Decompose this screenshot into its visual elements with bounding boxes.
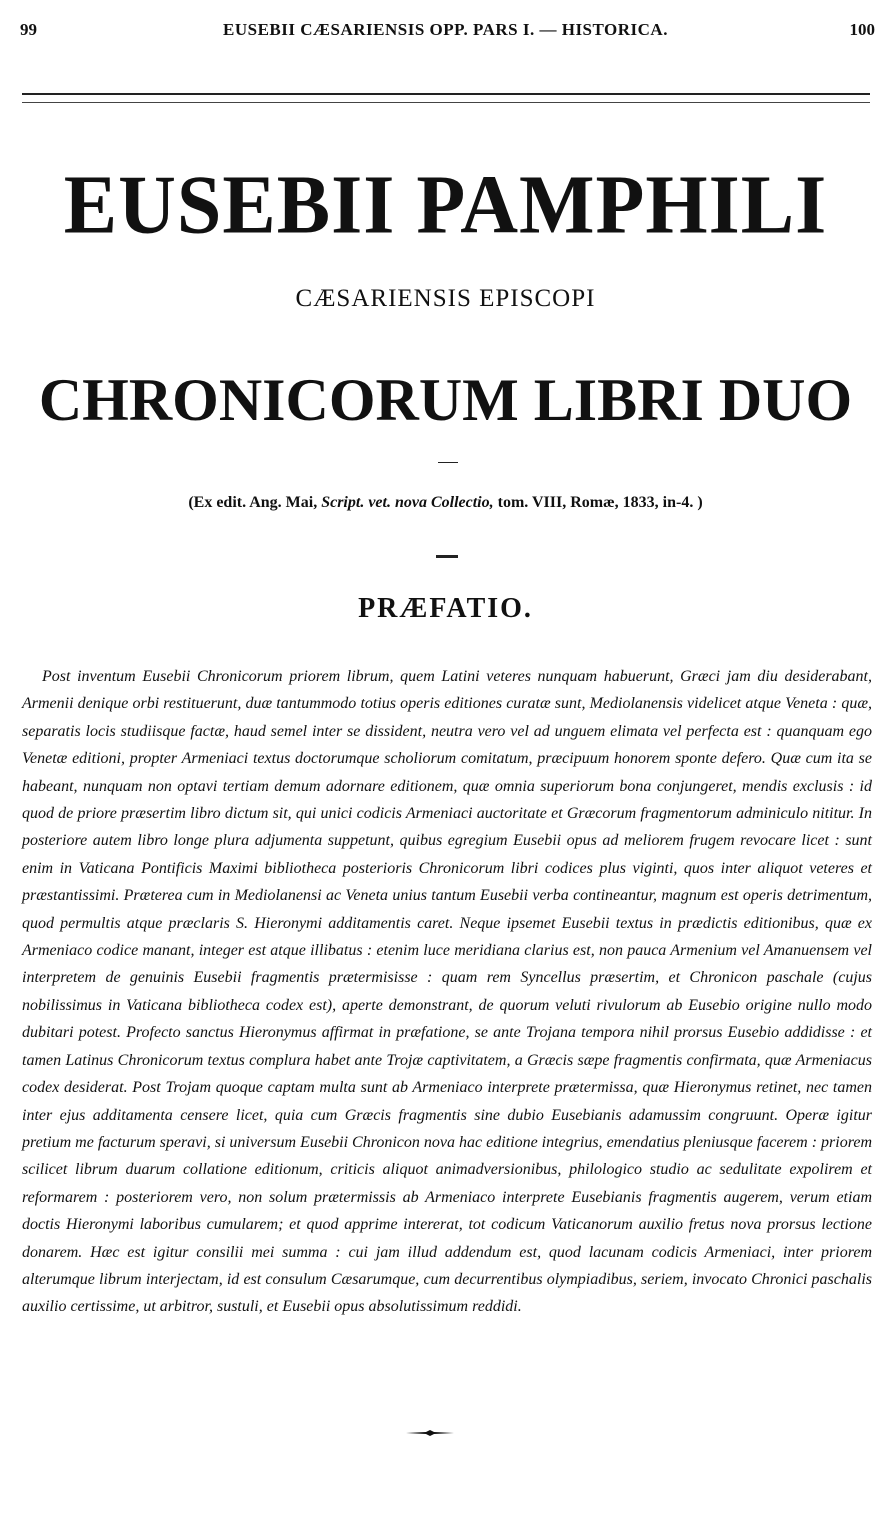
running-head — [0, 18, 891, 46]
page-number-right: 100 — [849, 20, 875, 39]
work-title: CHRONICORUM LIBRI DUO — [38, 367, 853, 433]
source-note-close: tom. VIII, Romæ, 1833, in-4. ) — [493, 494, 703, 511]
preface-body: Post inventum Eusebii Chronicorum priorem librum, quem Latini veteres nunquam habuerunt, Græci jam diu desiderabant, Armenii denique orbi restituerunt, duæ tantummodo totius operis editiones curatæ sunt, Mediolanensis videlicet atque Veneta : quæ, separatis locis studiisque factæ, haud semel inter se dissident, neutra vero vel ad unguem elimata vel perfecta est : quanquam ego Venetæ editioni, propter Armeniaci textus doctorumque scholiorum comitatum, præcipuum honorem sponte defero. Quæ cum ita se habeant, nunquam non optavi tertiam demum adornare editionem, quæ omnia superiorum bona conjungeret, mendis exclusis : id quod de priore præsertim libro dictum sit, qui unici codicis Armeniaci auctoritate et Græcorum fragmentorum adminiculo nititur. In posteriore autem libro longe plura adjumenta suppetunt, quibus egregium Eusebii opus ad meliorem frugem revocare licet : sunt enim in Vaticana Pontificis Maximi bibliotheca posterioris Chronicorum libri codices plus viginti, quos inter aliquot veteres et præstantissimi. Præterea cum in Mediolanensi ac Veneta unius tantum Eusebii verba contineantur, magnum est operis detrimentum, quod permultis atque præclaris S. Hieronymi additamentis caret. Neque ipsemet Eusebii textus in prædictis editionibus, quæ ex Armeniaco codice manant, integer est atque illibatus : etenim luce meridiana clarius est, non pauca Armenium vel Amanuensem vel interpretem de genuinis Eusebii fragmentis prætermisisse : quam rem Syncellus præsertim, et Chronicon paschale (cujus nobilissimus in Vaticana bibliotheca codex est), aperte demonstrant, de quorum veluti rivulorum ab Eusebio origine nullo modo dubitari potest. Profecto sanctus Hieronymus affirmat in præfatione, se ante Trojana tempora nihil prorsus Eusebio addidisse : et tamen Latinus Chronicorum textus complura habet ante Trojæ captivitatem, a Græcis sæpe fragmentis confirmata, quæ Armeniacus codex desiderat. Post Trojam quoque captam multa sunt ab Armeniaco interprete prætermissa, quæ Hieronymus retinet, nec tamen inter ejus additamenta censere licet, quia cum Græcis fragmentis sine dubio Eusebianis adamussim congruunt. Operæ igitur pretium me facturum speravi, si universum Eusebii Chronicon nova hac editione integrius, emendatius pleniusque facerem : priorem scilicet librum duarum collatione editionum, criticis aliquot animadversionibus, philologico studio ac sedulitate expolirem et reformarem : posteriorem vero, non solum prætermissis ab Armeniaco interprete Eusebianis fragmentis augerem, verum etiam doctis Hieronymi laboribus cumularem; et quod apprime intererat, tot codicum Vaticanorum auxilio fretus nova prorsus lectione donarem. Hæc est igitur consilii mei summa : cui jam illud addendum est, quod lacunam codicis Armeniaci, inter priorem alterumque librum interjectam, id est consulum Cæsarumque, cum decurrentibus olympiadibus, seriem, invocato Chronici paschalis auxilio certissime, ut arbitror, sustuli, et Eusebii opus absolutissimum reddidi. — [22, 668, 872, 1316]
author-title: EUSEBII PAMPHILI — [63, 158, 828, 252]
source-note-open: (Ex edit. Ang. Mai, — [188, 494, 322, 511]
running-title: EUSEBII CÆSARIENSIS OPP. PARS I. — HISTORICA. — [223, 20, 668, 39]
title-divider — [438, 462, 458, 463]
closing-ornament — [406, 1430, 454, 1436]
header-rule — [22, 93, 870, 103]
section-divider — [436, 555, 458, 558]
source-note — [0, 494, 891, 512]
page-number-left: 99 — [20, 20, 37, 39]
source-note-work: Script. vet. nova Collectio, — [321, 494, 494, 511]
section-heading: PRÆFATIO. — [358, 593, 533, 624]
author-subtitle: CÆSARIENSIS EPISCOPI — [295, 285, 596, 312]
